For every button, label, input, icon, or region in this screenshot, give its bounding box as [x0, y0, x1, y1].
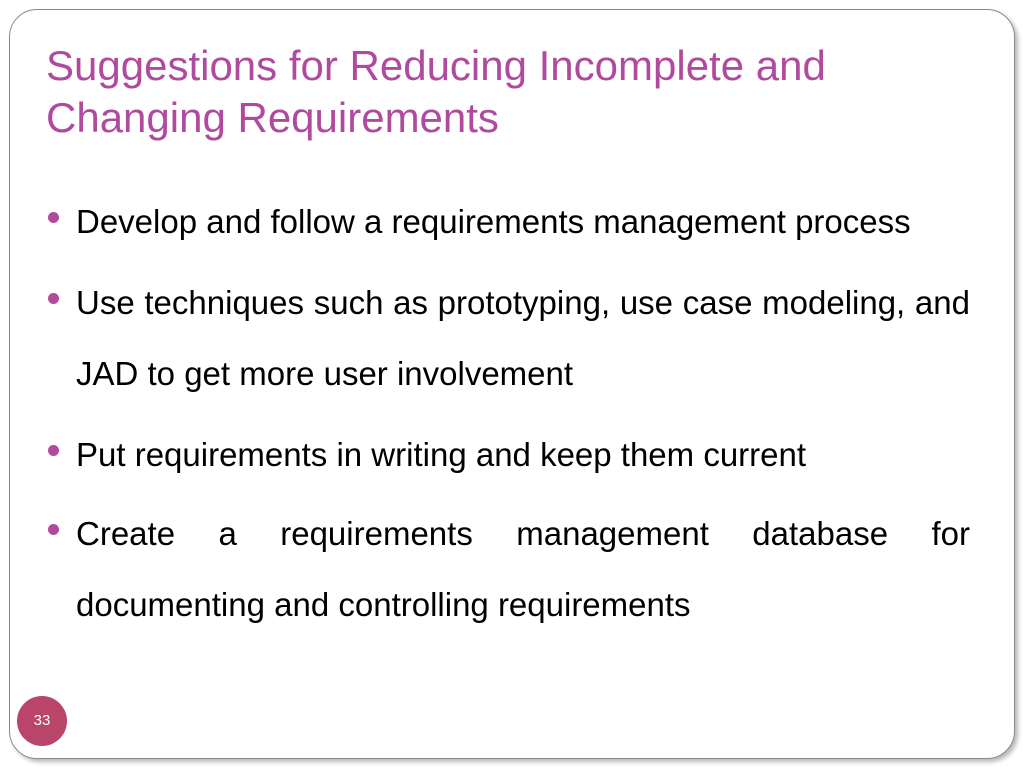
bullet-dot-icon [48, 212, 59, 223]
bullet-dot-icon [48, 445, 59, 456]
bullet-text: Create a requirements management database for documenting and controlling requirements [76, 515, 970, 623]
bullet-text: Use techniques such as prototyping, use case modeling, and JAD to get more user involvement [76, 284, 970, 392]
slide-title-line-2: Changing Requirements [46, 94, 499, 141]
bullet-item [48, 267, 970, 409]
bullet-dot-icon [48, 524, 59, 535]
bullet-item [48, 186, 970, 257]
bullet-item [48, 498, 970, 640]
bullet-text: Put requirements in writing and keep them current [76, 436, 807, 473]
bullet-item [48, 419, 970, 490]
bullet-list [48, 186, 970, 648]
page-number-badge: 33 [17, 696, 67, 746]
bullet-dot-icon [48, 293, 59, 304]
slide-title-line-1: Suggestions for Reducing Incomplete and [46, 42, 826, 89]
slide-title [46, 40, 986, 144]
bullet-text: Develop and follow a requirements management process [76, 203, 911, 240]
